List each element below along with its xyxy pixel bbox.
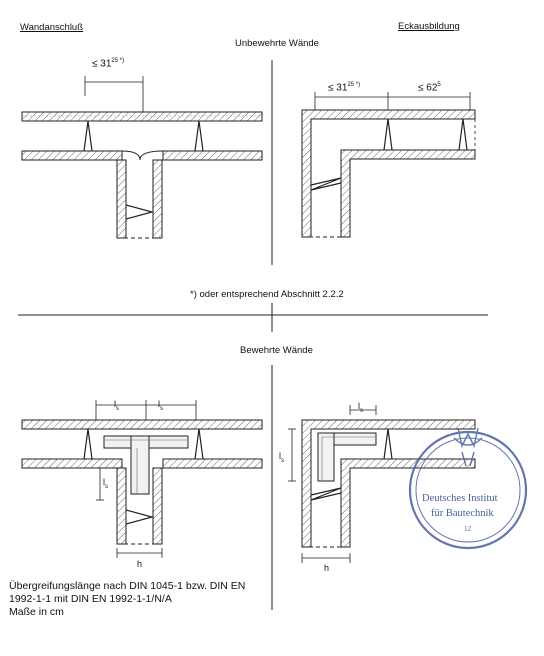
dim-ls-corner-top: $l_s$ xyxy=(358,401,363,414)
footer-line2: 1992-1-1 mit DIN EN 1992-1-1/N/A xyxy=(9,593,172,605)
dim-corner-right: ≤ $62^5$ xyxy=(418,82,441,94)
heading-reinforced: Bewehrte Wände xyxy=(240,345,313,356)
stamp-line1: Deutsches Institut xyxy=(422,493,498,504)
heading-wall-junction: Wandanschluß xyxy=(20,22,84,33)
dim-ls-right: $l_s$ xyxy=(158,399,163,412)
dim-h-left: h xyxy=(137,559,143,569)
dim-ls-vertical: $l_s$ xyxy=(103,477,108,490)
corner-unreinforced xyxy=(302,92,475,237)
wall-junction-unreinforced xyxy=(22,76,262,238)
stamp-number: 12 xyxy=(464,525,471,533)
heading-unreinforced: Unbewehrte Wände xyxy=(235,38,319,49)
stamp-line2: für Bautechnik xyxy=(431,508,494,519)
wall-junction-reinforced xyxy=(22,400,262,558)
footer-line1: Übergreifungslänge nach DIN 1045-1 bzw. DIN EN xyxy=(9,580,246,592)
heading-corner: Eckausbildung xyxy=(398,21,460,32)
dim-corner-left: ≤ $31^{25 *)}$ xyxy=(328,82,361,94)
footer-line3: Maße in cm xyxy=(9,606,64,618)
dim-h-right: h xyxy=(324,563,330,573)
dim-ls-left: $l_s$ xyxy=(114,399,119,412)
footer-note xyxy=(9,580,294,619)
footnote: *) oder entsprechend Abschnitt 2.2.2 xyxy=(190,289,344,300)
corner-reinforced xyxy=(288,405,475,563)
dim-wall-max: ≤ $31^{25 *)}$ xyxy=(92,58,125,70)
dim-ls-corner-vertical: $l_s$ xyxy=(279,451,284,464)
